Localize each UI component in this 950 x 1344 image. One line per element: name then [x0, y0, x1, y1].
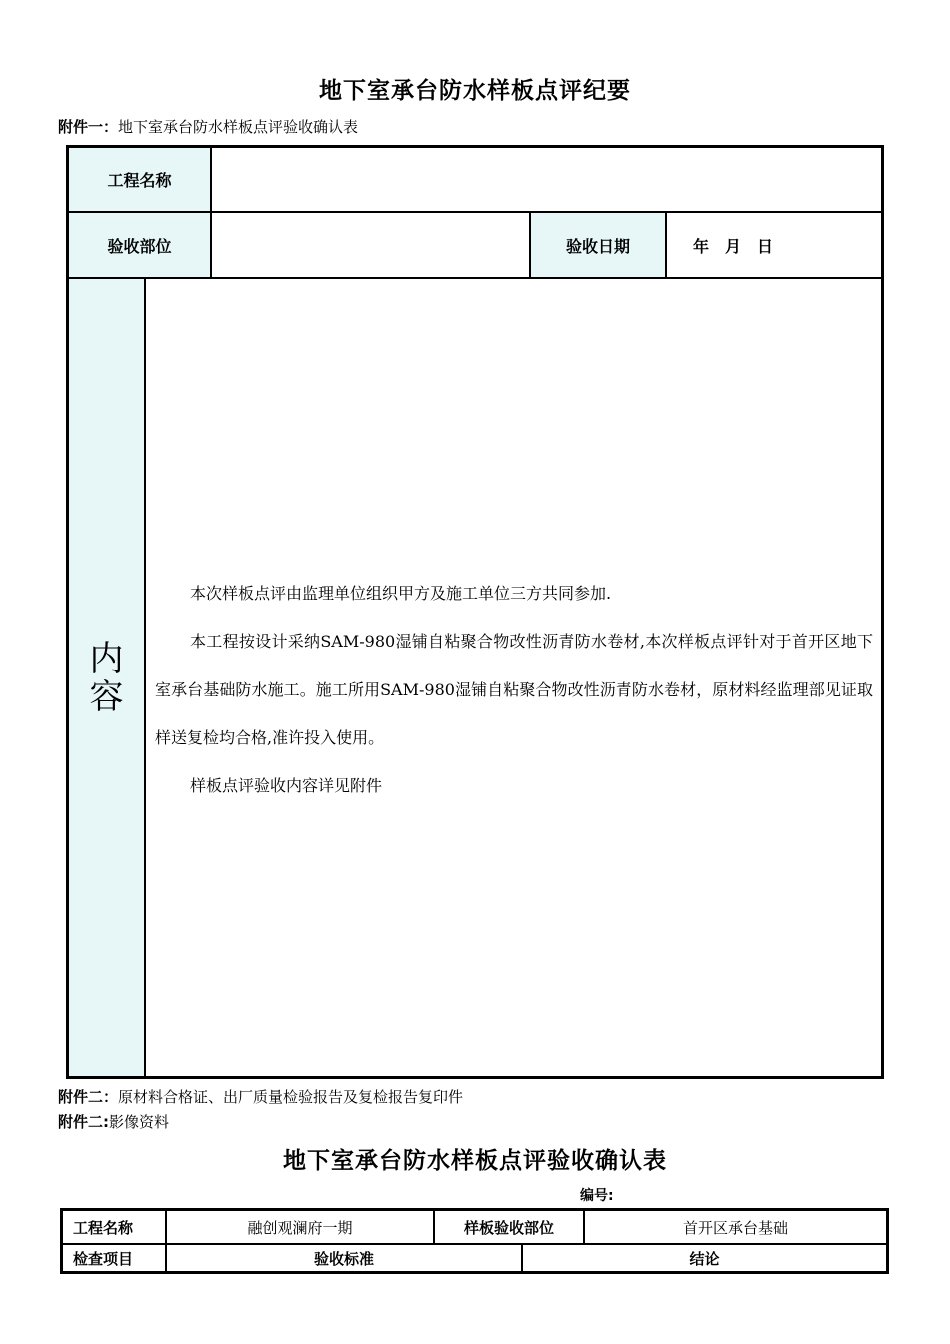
content-label-char-1: 内 [89, 638, 124, 679]
project-name-label: 工程名称 [68, 147, 211, 212]
attachment-1-label: 附件一： [58, 118, 119, 136]
serial-number-label: 编号: [580, 1188, 614, 1204]
attachment-2b-line [58, 1111, 169, 1132]
attachment-2a-line [58, 1086, 463, 1107]
t2-project-name-label: 工程名称 [62, 1210, 166, 1244]
t2-project-name-value: 融创观澜府一期 [166, 1210, 434, 1244]
confirmation-table [60, 1208, 889, 1274]
content-label [68, 278, 145, 1077]
content-paragraph-1: 本次样板点评由监理单位组织甲方及施工单位三方共同参加. [190, 584, 612, 603]
content-label-char-2: 容 [89, 676, 124, 717]
acceptance-date-field[interactable]: 年 月 日 [666, 212, 882, 278]
acceptance-part-field[interactable] [211, 212, 530, 278]
attachment-1-text: 地下室承台防水样板点评验收确认表 [118, 118, 359, 136]
t2-check-item-label: 检查项目 [62, 1244, 166, 1272]
t2-standard-label: 验收标准 [166, 1244, 522, 1272]
project-name-field[interactable] [211, 147, 882, 212]
content-area[interactable] [145, 278, 882, 1077]
attachment-2b-text: 影像资料 [109, 1113, 170, 1131]
t2-sample-part-value: 首开区承台基础 [584, 1210, 887, 1244]
acceptance-part-label: 验收部位 [68, 212, 211, 278]
t2-conclusion-label: 结论 [522, 1244, 887, 1272]
content-paragraph-3: 样板点评验收内容详见附件 [190, 776, 383, 795]
attachment-1-line [58, 116, 358, 137]
confirmation-table-title: 地下室承台防水样板点评验收确认表 [283, 1148, 667, 1174]
attachment-2a-text: 原材料合格证、出厂质量检验报告及复检报告复印件 [118, 1088, 464, 1106]
attachment-2a-label: 附件二： [58, 1088, 119, 1106]
content-paragraph-2: 本工程按设计采纳SAM-980湿铺自粘聚合物改性沥青防水卷材,本次样板点评针对于首开区地下室承台基础防水施工。施工所用SAM-980湿铺自粘聚合物改性沥青防水卷材，原材料经监理部见证取样送复检均合格,准许投入使用。 [155, 632, 873, 747]
acceptance-date-label: 验收日期 [530, 212, 666, 278]
review-form [66, 145, 884, 1079]
page-title: 地下室承台防水样板点评纪要 [319, 78, 631, 104]
attachment-2b-label: 附件二: [58, 1113, 109, 1131]
t2-sample-part-label: 样板验收部位 [434, 1210, 584, 1244]
